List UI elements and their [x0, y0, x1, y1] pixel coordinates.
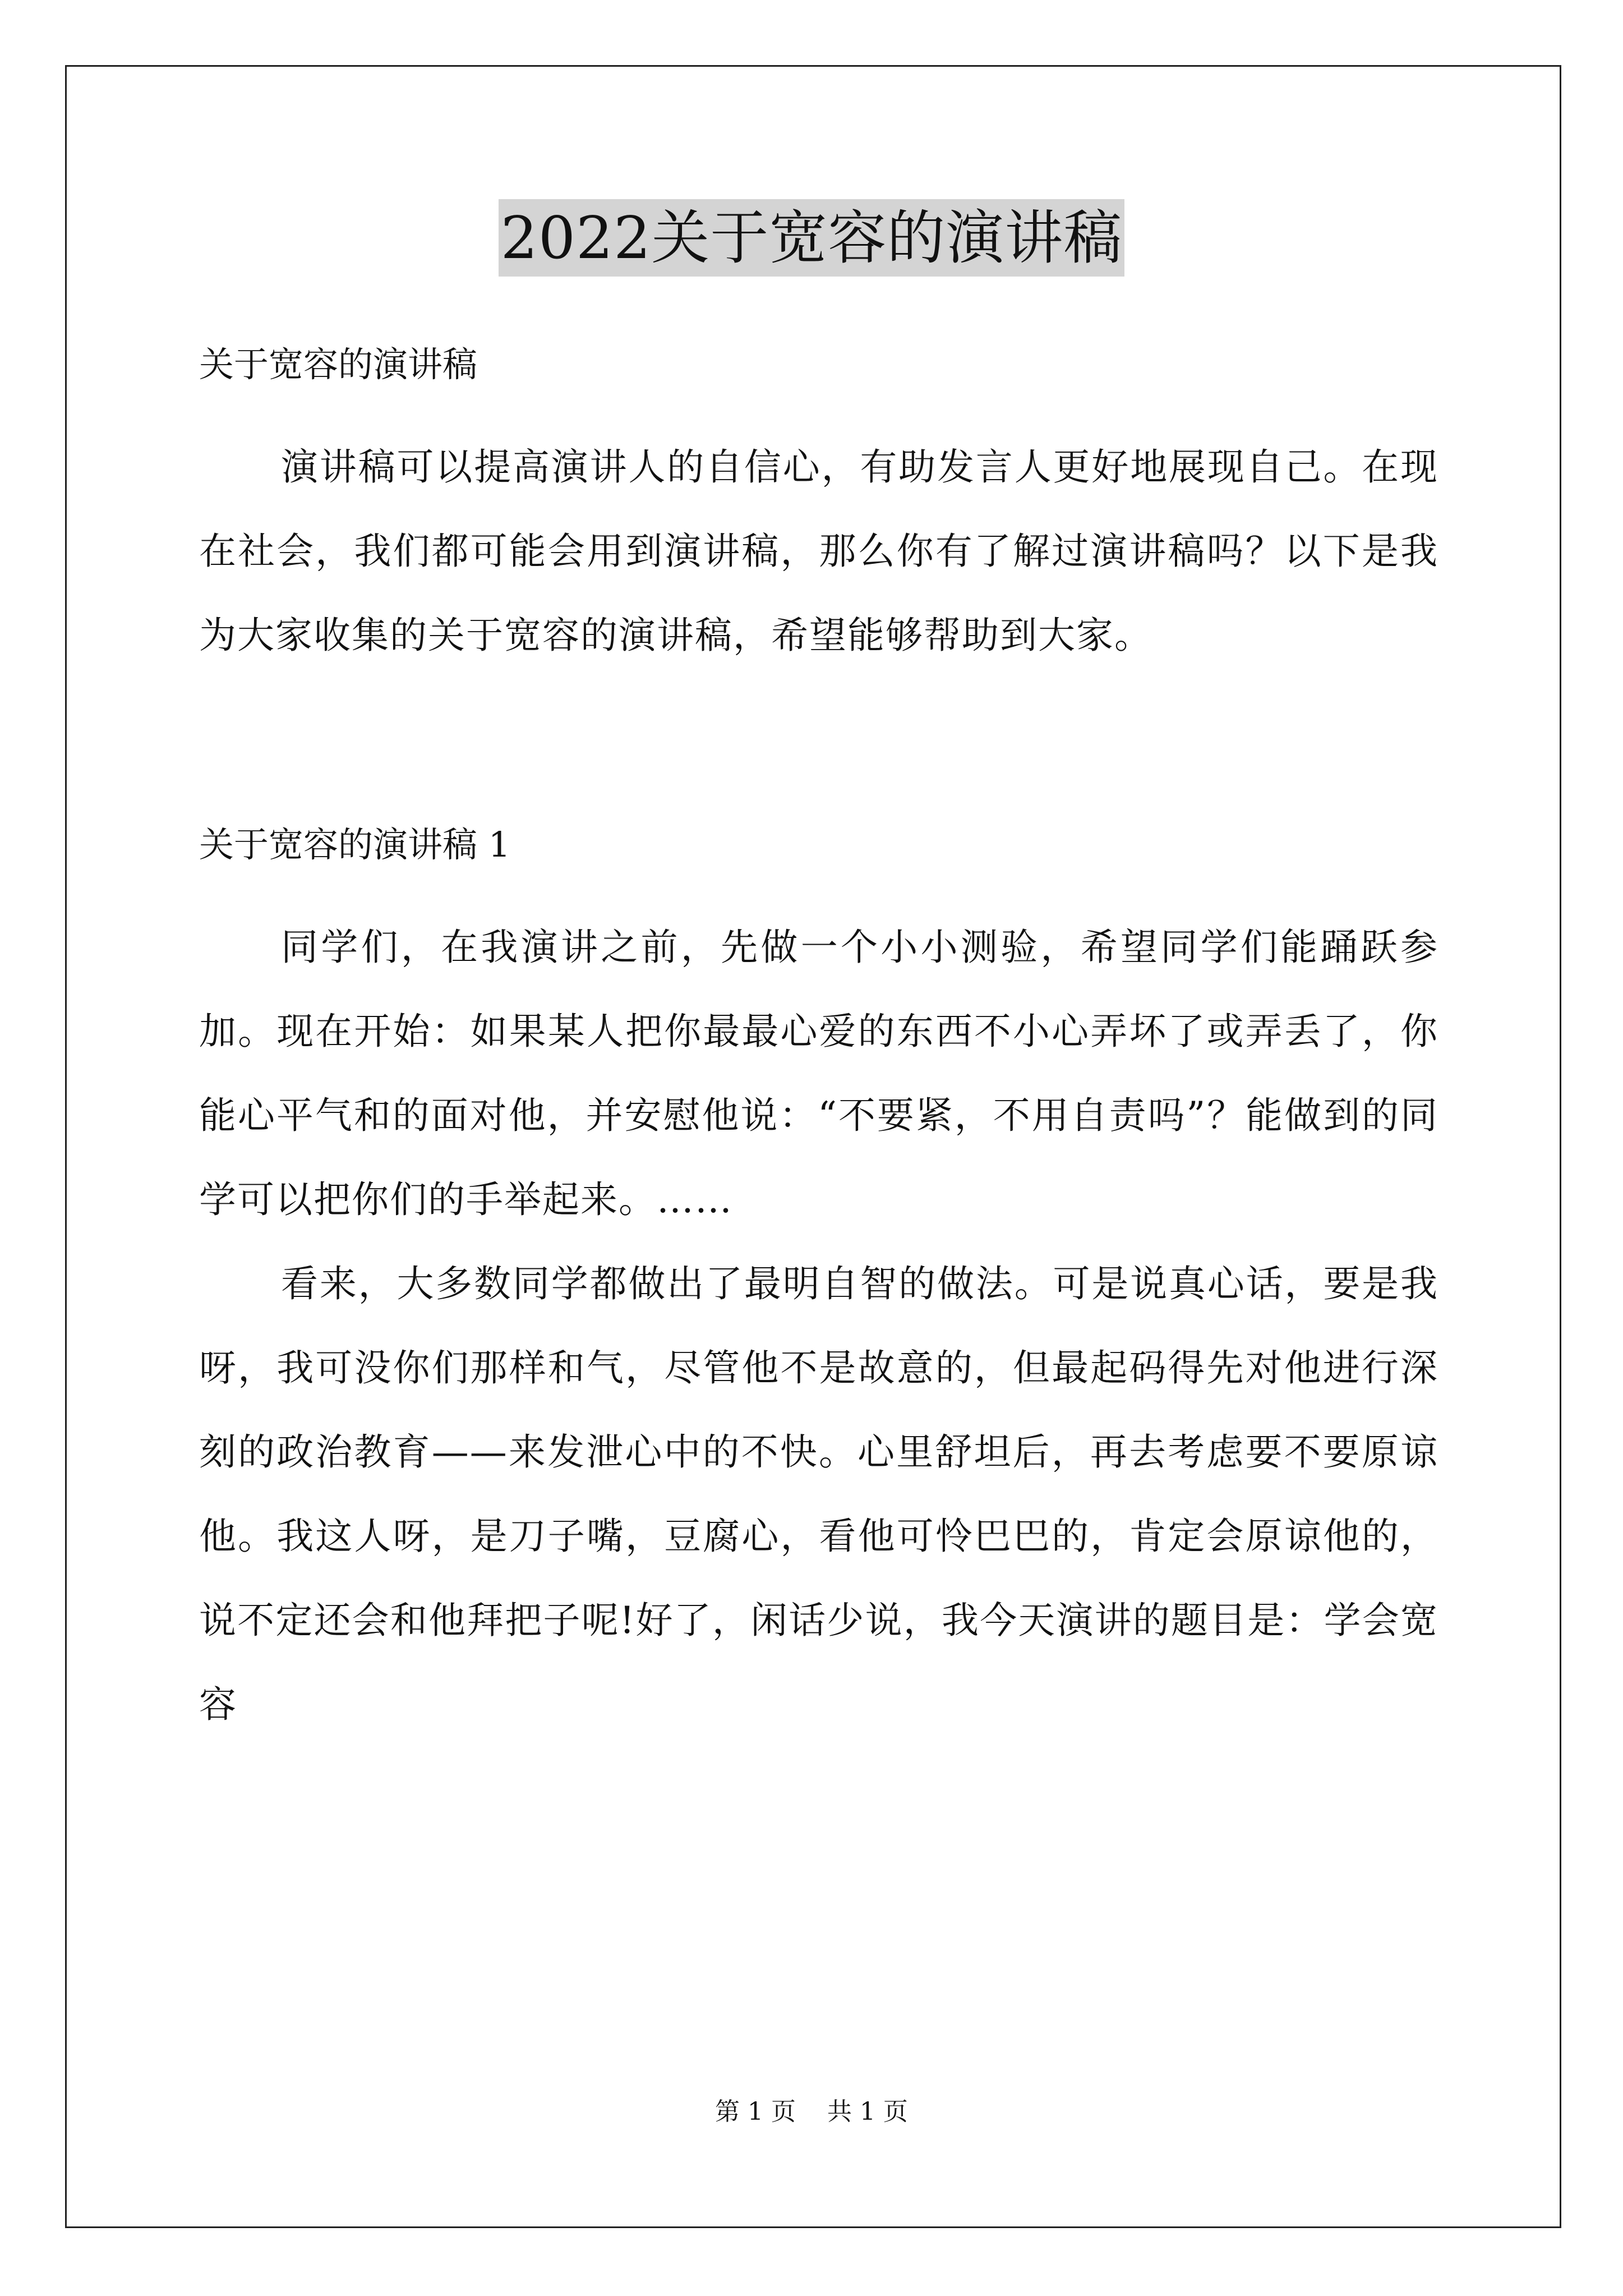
- document-title: 2022关于宽容的演讲稿: [499, 199, 1125, 277]
- page-footer: 第 1 页 共 1 页: [715, 2097, 908, 2126]
- section-heading: 关于宽容的演讲稿 1: [199, 824, 511, 865]
- body-paragraph: 同学们，在我演讲之前，先做一个小小测验，希望同学们能踊跃参加。现在开始：如果某人把你最最心爱的东西不小心弄坏了或弄丢了，你能心平气和的面对他，并安慰他说：“不要紧，不用自责吗”？能做到的同学可以把你们的手举起来。……: [199, 926, 1438, 1221]
- intro-paragraph: 演讲稿可以提高演讲人的自信心，有助发言人更好地展现自己。在现在社会，我们都可能会用到演讲稿，那么你有了解过演讲稿吗？以下是我为大家收集的关于宽容的演讲稿，希望能够帮助到大家。: [199, 445, 1438, 657]
- body-paragraph: 看来，大多数同学都做出了最明自智的做法。可是说真心话，要是我呀，我可没你们那样和气，尽管他不是故意的，但最起码得先对他进行深刻的政治教育——来发泄心中的不快。心里舒坦后，再去考虑要不要原谅他。我这人呀，是刀子嘴，豆腐心，看他可怜巴巴的，肯定会原谅他的，说不定还会和他拜把子呢!好了，闲话少说，我今天演讲的题目是：学会宽容: [199, 1262, 1438, 1726]
- document-subtitle: 关于宽容的演讲稿: [199, 344, 478, 385]
- document-body: [199, 342, 1438, 1747]
- title-container: [0, 199, 1623, 277]
